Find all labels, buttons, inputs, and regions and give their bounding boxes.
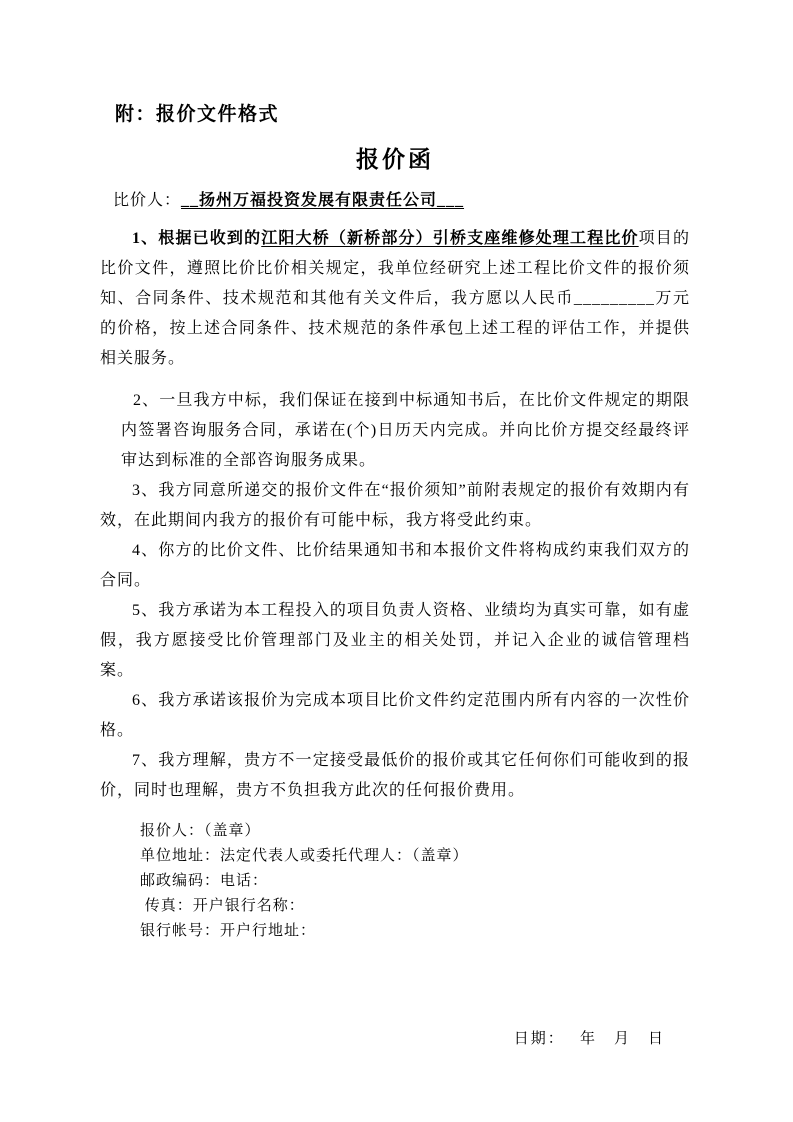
paragraph-3: 3、我方同意所递交的报价文件在“报价须知”前附表规定的报价有效期内有效，在此期间内我方的报价有可能中标，我方将受此约束。 xyxy=(100,482,690,529)
date-line: 日期： 年 月 日 xyxy=(513,1031,665,1047)
paragraph-2: 2、一旦我方中标，我们保证在接到中标通知书后，在比价文件规定的期限内签署咨询服务合同，承诺在(个)日历天内完成。并向比价方提交经最终评审达到标准的全部咨询服务成果。 xyxy=(121,392,690,469)
signature-line-bidder-seal: 报价人：（盖章） xyxy=(140,823,261,839)
document-title: 报价函 xyxy=(356,147,434,172)
paragraph-1-project-name: 江阳大桥（新桥部分）引桥支座维修处理工程比价 xyxy=(261,230,639,247)
signature-line-fax-bank-name: 传真：开户银行名称： xyxy=(140,898,305,914)
signature-line-address-legal-rep: 单位地址：法定代表人或委托代理人：（盖章） xyxy=(140,848,469,864)
paragraph-5: 5、我方承诺为本工程投入的项目负责人资格、业绩均为真实可靠，如有虚假，我方愿接受比价管理部门及业主的相关处罚，并记入企业的诚信管理档案。 xyxy=(100,602,690,679)
paragraph-4: 4、你方的比价文件、比价结果通知书和本报价文件将构成约束我们双方的合同。 xyxy=(100,542,690,589)
paragraph-1-lead: 1、根据已收到的 xyxy=(132,230,262,247)
paragraph-7: 7、我方理解，贵方不一定接受最低价的报价或其它任何你们可能收到的报价，同时也理解，贵方不负担我方此次的任何报价费用。 xyxy=(100,752,690,799)
signature-line-postcode-phone: 邮政编码：电话： xyxy=(140,873,269,889)
bidder-line xyxy=(113,189,690,213)
paragraph-1-body-before-blank: 项目的比价文件，遵照比价比价相关规定，我单位经研究上述工程比价文件的报价须知、合同条件、技术规范和其他有关文件后，我方愿以人民币 xyxy=(100,230,690,307)
bidder-name: __扬州万福投资发展有限责任公司___ xyxy=(181,192,465,209)
attachment-heading: 附：报价文件格式 xyxy=(115,104,280,125)
signature-block xyxy=(100,819,690,944)
paragraph-1 xyxy=(100,224,690,374)
bidder-label: 比价人： xyxy=(113,192,182,209)
amount-blank: _________ xyxy=(573,290,655,307)
paragraph-1-body-after-blank: 万元的价格，按上述合同条件、技术规范的条件承包上述工程的评估工作，并提供相关服务。 xyxy=(100,290,690,367)
signature-line-account-bank-address: 银行帐号：开户行地址： xyxy=(140,923,317,939)
paragraph-6: 6、我方承诺该报价为完成本项目比价文件约定范围内所有内容的一次性价格。 xyxy=(100,692,690,739)
